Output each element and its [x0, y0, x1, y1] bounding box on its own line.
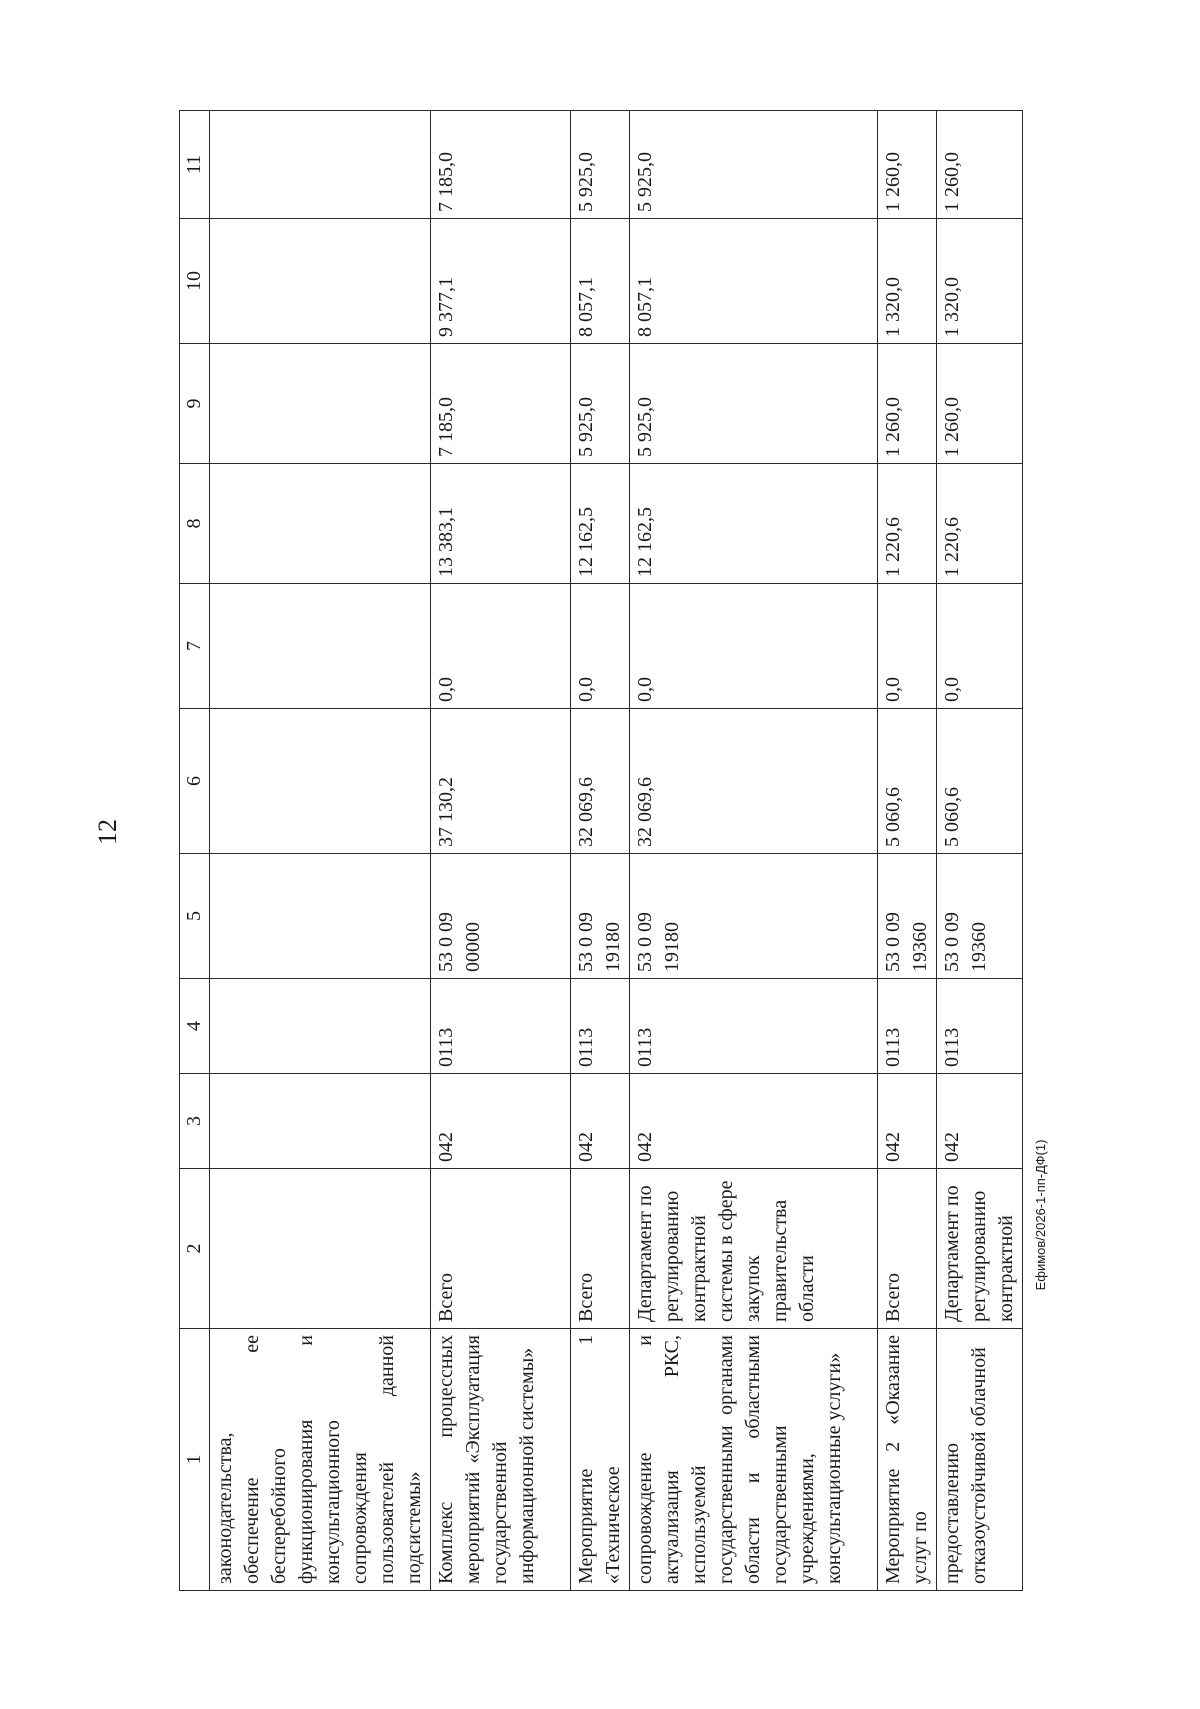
row-value-7: 0,0 [431, 584, 571, 709]
row-gr: 042 [878, 1074, 937, 1169]
header-col-6: 6 [180, 709, 210, 854]
row-value-7: 0,0 [630, 584, 878, 709]
header-col-1: 1 [180, 1329, 210, 1591]
row-value-9: 5 925,0 [630, 344, 878, 464]
row-gr: 042 [571, 1074, 630, 1169]
row-value-7: 0,0 [937, 584, 1023, 709]
row-value-8: 1 220,6 [878, 464, 937, 584]
row-value-9: 5 925,0 [571, 344, 630, 464]
header-col-2: 2 [180, 1169, 210, 1329]
row-value-9: 1 260,0 [937, 344, 1023, 464]
table-row [210, 111, 431, 1591]
row-description: Мероприятие 1 «Техническое [571, 1329, 630, 1591]
row-csr [210, 854, 431, 979]
row-description: сопровождение и актуализация РКС, используемой государственными органами области и областными государственными учреждениями, консультационные услуги» [630, 1329, 878, 1591]
row-executor [210, 1169, 431, 1329]
table-row [571, 111, 630, 1591]
row-executor: Департамент по регулированию контрактной [937, 1169, 1023, 1329]
row-value-11: 7 185,0 [431, 111, 571, 219]
row-value-total: 37 130,2 [431, 709, 571, 854]
table-row [937, 111, 1023, 1591]
row-value-total: 5 060,6 [937, 709, 1023, 854]
row-value-11: 5 925,0 [630, 111, 878, 219]
row-value-total: 32 069,6 [630, 709, 878, 854]
row-rzpr: 0113 [431, 979, 571, 1074]
row-csr: 53 0 09 19360 [937, 854, 1023, 979]
row-executor: Всего [431, 1169, 571, 1329]
document-code: Ефимов/2026-1-пп-ДФ(1) [1033, 1139, 1048, 1291]
row-description: предоставлению отказоустойчивой облачной [937, 1329, 1023, 1591]
row-csr: 53 0 09 19360 [878, 854, 937, 979]
row-rzpr: 0113 [937, 979, 1023, 1074]
row-value-7: 0,0 [878, 584, 937, 709]
row-rzpr: 0113 [878, 979, 937, 1074]
row-value-10 [210, 219, 431, 344]
row-value-10: 1 320,0 [937, 219, 1023, 344]
row-rzpr: 0113 [571, 979, 630, 1074]
header-col-10: 10 [180, 219, 210, 344]
row-value-7 [210, 584, 431, 709]
row-executor: Всего [571, 1169, 630, 1329]
row-value-total [210, 709, 431, 854]
row-executor: Департамент по регулированию контрактной системы в сфере закупок правительства области [630, 1169, 878, 1329]
row-value-9: 7 185,0 [431, 344, 571, 464]
row-value-11 [210, 111, 431, 219]
header-col-4: 4 [180, 979, 210, 1074]
row-value-total: 5 060,6 [878, 709, 937, 854]
header-col-8: 8 [180, 464, 210, 584]
row-value-11: 5 925,0 [571, 111, 630, 219]
header-col-11: 11 [180, 111, 210, 219]
row-gr: 042 [431, 1074, 571, 1169]
row-executor: Всего [878, 1169, 937, 1329]
page-number: 12 [93, 819, 122, 845]
row-value-8: 1 220,6 [937, 464, 1023, 584]
row-value-11: 1 260,0 [937, 111, 1023, 219]
row-description: законодательства, обеспечение ее бесперебойного функционирования и консультационного сопровождения пользователей данной подсистемы» [210, 1329, 431, 1591]
row-gr [210, 1074, 431, 1169]
row-value-total: 32 069,6 [571, 709, 630, 854]
header-col-3: 3 [180, 1074, 210, 1169]
row-value-8: 13 383,1 [431, 464, 571, 584]
row-csr: 53 0 09 19180 [630, 854, 878, 979]
row-rzpr [210, 979, 431, 1074]
row-csr: 53 0 09 00000 [431, 854, 571, 979]
row-gr: 042 [630, 1074, 878, 1169]
row-rzpr: 0113 [630, 979, 878, 1074]
table-row [630, 111, 878, 1591]
budget-table-container [179, 111, 1054, 1591]
table-row [878, 111, 937, 1591]
budget-table [179, 110, 1023, 1591]
row-value-10: 9 377,1 [431, 219, 571, 344]
row-value-7: 0,0 [571, 584, 630, 709]
row-csr: 53 0 09 19180 [571, 854, 630, 979]
table-row [431, 111, 571, 1591]
row-value-8: 12 162,5 [630, 464, 878, 584]
row-description: Мероприятие 2 «Оказание услуг по [878, 1329, 937, 1591]
row-value-9: 1 260,0 [878, 344, 937, 464]
row-value-10: 8 057,1 [630, 219, 878, 344]
header-row [180, 111, 210, 1591]
header-col-7: 7 [180, 584, 210, 709]
row-value-8: 12 162,5 [571, 464, 630, 584]
header-col-5: 5 [180, 854, 210, 979]
row-value-10: 1 320,0 [878, 219, 937, 344]
header-col-9: 9 [180, 344, 210, 464]
row-value-11: 1 260,0 [878, 111, 937, 219]
row-value-9 [210, 344, 431, 464]
row-description: Комплекс процессных мероприятий «Эксплуатация государственной информационной системы» [431, 1329, 571, 1591]
row-value-10: 8 057,1 [571, 219, 630, 344]
row-gr: 042 [937, 1074, 1023, 1169]
row-value-8 [210, 464, 431, 584]
